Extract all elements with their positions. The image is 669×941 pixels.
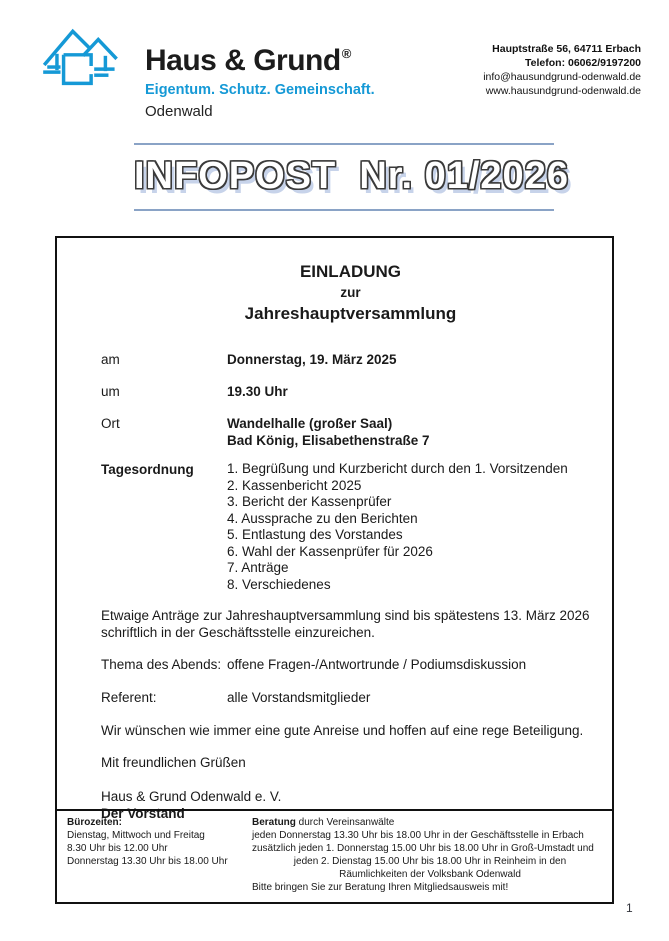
topic-value: offene Fragen-/Antwortrunde / Podiumsdiskussion	[227, 657, 527, 672]
agenda-item: 7. Anträge	[227, 560, 289, 575]
consultation-note: Bitte bringen Sie zur Beratung Ihren Mitgliedsausweis mit!	[252, 882, 509, 893]
place-line-1: Wandelhalle (großer Saal)	[227, 416, 393, 431]
date-label: am	[101, 352, 120, 367]
contact-address: Hauptstraße 56, 64711 Erbach	[492, 43, 641, 55]
date-value: Donnerstag, 19. März 2025	[227, 352, 397, 367]
consultation-line: zusätzlich jeden 1. Donnerstag 15.00 Uhr bis 18.00 Uhr in Groß-Umstadt und	[252, 843, 594, 854]
detail-row-date	[101, 351, 600, 368]
info-footer	[57, 809, 612, 902]
detail-row-agenda	[101, 461, 600, 593]
detail-row-place	[101, 415, 600, 449]
registered-mark: ®	[341, 46, 351, 61]
heading-line-3: Jahreshauptversammlung	[244, 304, 457, 323]
agenda-item: 2. Kassenbericht 2025	[227, 477, 362, 493]
agenda-item: 8. Verschiedenes	[227, 576, 331, 592]
detail-row-time	[101, 383, 600, 400]
page-number: 1	[626, 901, 633, 915]
speaker-value: alle Vorstandsmitglieder	[227, 690, 371, 705]
closing-wish: Wir wünschen wie immer eine gute Anreise und hoffen auf eine rege Beteiligung.	[101, 723, 584, 738]
agenda-item: 1. Begrüßung und Kurzbericht durch den 1. Vorsitzenden	[227, 461, 568, 476]
motions-note	[101, 607, 600, 641]
agenda-item: 5. Entlastung des Vorstandes	[227, 527, 403, 542]
place-line-2: Bad König, Elisabethenstraße 7	[227, 433, 430, 448]
time-value: 19.30 Uhr	[227, 384, 288, 399]
regards: Mit freundlichen Grüßen	[101, 755, 246, 770]
topic-label: Thema des Abends:	[101, 657, 222, 672]
place-label: Ort	[101, 416, 120, 431]
agenda-list	[227, 461, 568, 593]
invitation-heading	[101, 262, 600, 324]
heading-line-2: zur	[340, 285, 361, 300]
signature-org: Haus & Grund Odenwald e. V.	[101, 789, 282, 804]
topic-row	[101, 656, 600, 673]
brand-name: Haus & Grund®	[145, 44, 351, 77]
speaker-label: Referent:	[101, 690, 157, 705]
speaker-row	[101, 689, 600, 706]
consultation-line: jeden 2. Dienstag 15.00 Uhr bis 18.00 Uhr in Reinheim in den	[293, 856, 567, 867]
contact-phone: Telefon: 06062/9197200	[525, 57, 641, 69]
office-hours-line: Dienstag, Mittwoch und Freitag	[67, 830, 205, 841]
agenda-label: Tagesordnung	[101, 462, 194, 477]
agenda-item: 6. Wahl der Kassenprüfer für 2026	[227, 543, 433, 559]
consultation-line: jeden Donnerstag 13.30 Uhr bis 18.00 Uhr in der Geschäftsstelle in Erbach	[252, 830, 584, 841]
infopost-title: INFOPOST Nr. 01/2026	[134, 155, 569, 197]
invitation-box	[55, 236, 614, 904]
signature-role: Der Vorstand	[101, 806, 185, 821]
motions-note-line-2: schriftlich in der Geschäftsstelle einzureichen.	[101, 625, 375, 640]
agenda-item: 3. Bericht der Kassenprüfer	[227, 494, 392, 509]
event-details	[101, 351, 600, 593]
contact-email: info@hausundgrund-odenwald.de	[483, 71, 641, 83]
place-value	[227, 415, 430, 449]
time-label: um	[101, 384, 120, 399]
office-hours	[67, 816, 252, 894]
heading-line-1: EINLADUNG	[299, 262, 402, 281]
contact-block	[483, 42, 641, 98]
brand-region: Odenwald	[145, 103, 213, 120]
consultation-info	[252, 816, 608, 894]
haus-und-grund-logo-icon	[34, 14, 136, 116]
invitation-content	[57, 238, 612, 822]
consultation-title: Beratung durch Vereinsanwälte	[252, 817, 395, 828]
office-hours-line: 8.30 Uhr bis 12.00 Uhr	[67, 843, 168, 854]
motions-note-line-1: Etwaige Anträge zur Jahreshauptversammlung sind bis spätestens 13. März 2026	[101, 608, 590, 623]
office-hours-line: Donnerstag 13.30 Uhr bis 18.00 Uhr	[67, 856, 228, 867]
agenda-item: 4. Aussprache zu den Berichten	[227, 510, 418, 526]
brand-tagline: Eigentum. Schutz. Gemeinschaft.	[145, 82, 375, 98]
infopost-banner	[134, 143, 569, 211]
brand-block	[145, 38, 375, 120]
contact-website: www.hausundgrund-odenwald.de	[485, 85, 641, 97]
office-hours-title: Bürozeiten:	[67, 817, 122, 828]
consultation-line: Räumlichkeiten der Volksbank Odenwald	[339, 869, 521, 880]
